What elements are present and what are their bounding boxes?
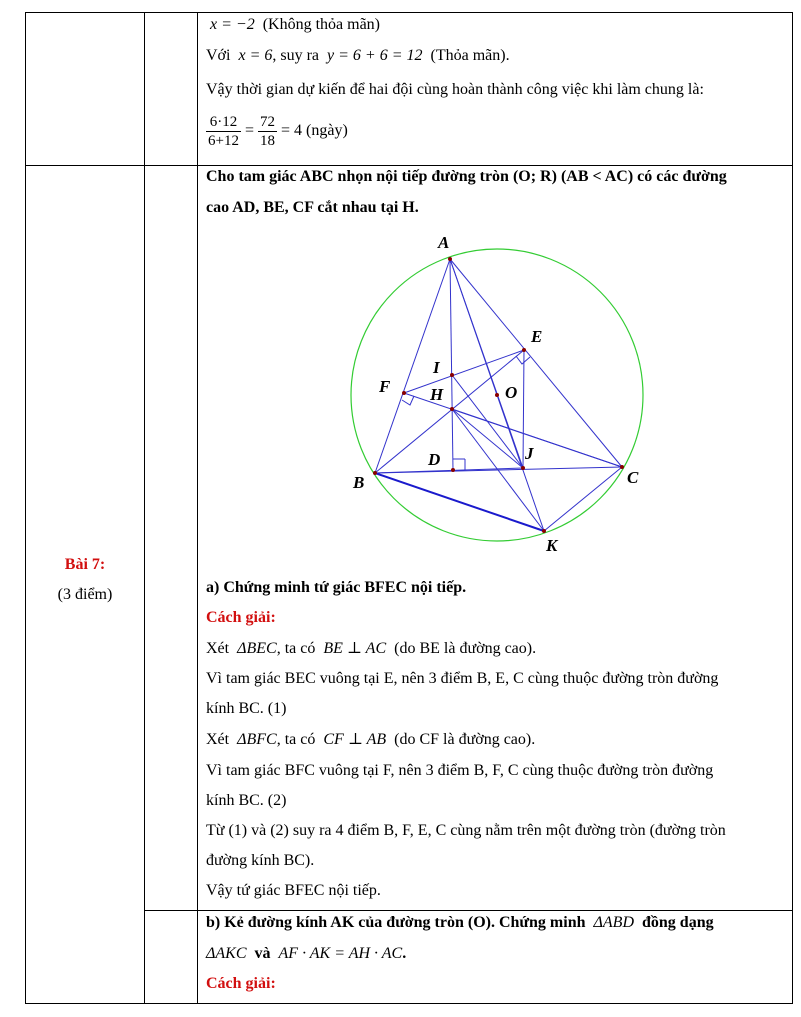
table-border-top: [25, 12, 793, 13]
part-a-title: a) Chứng minh tứ giác BFEC nội tiếp.: [206, 579, 467, 596]
fraction: $\frac{6\cdot 12}{6+12}$: [208, 113, 239, 149]
label-o: O: [505, 383, 518, 402]
point-k: [542, 529, 546, 533]
point-f: [402, 391, 406, 395]
table-border-right: [792, 12, 793, 1004]
label-h: H: [430, 385, 444, 404]
label-b: B: [353, 473, 365, 492]
problem-statement: Cho tam giác ABC nhọn nội tiếp đường tròn (O; R) (AB < AC) có các đường: [206, 168, 727, 185]
solution-line: Xét ΔBEC, ta có BE ⊥ AC (do BE là đường cao).: [206, 640, 537, 657]
point-c: [620, 465, 624, 469]
method-label: Cách giải:: [206, 975, 276, 992]
point-i: [450, 373, 454, 377]
table-divider-col1: [144, 12, 145, 1004]
geometry-figure: [340, 228, 660, 558]
label-k: K: [546, 536, 558, 555]
point-h: [450, 407, 454, 411]
point-d: [451, 468, 455, 472]
table-divider-col2: [197, 12, 198, 1004]
point-e: [522, 348, 526, 352]
point-o: [495, 393, 499, 397]
exercise-number: Bài 7:: [64, 556, 106, 573]
label-f: F: [379, 377, 391, 396]
text-line: Với x = 6, suy ra y = 6 + 6 = 12 (Thỏa mãn).: [206, 47, 510, 64]
problem-statement: cao AD, BE, CF cắt nhau tại H.: [206, 199, 419, 216]
solution-line: Từ (1) và (2) suy ra 4 điểm B, F, E, C cùng nằm trên một đường tròn (đường tròn: [206, 822, 726, 839]
solution-line: Vì tam giác BEC vuông tại E, nên 3 điểm B, E, C cùng thuộc đường tròn đường: [206, 670, 719, 687]
segment-hc: [452, 409, 622, 467]
method-label: Cách giải:: [206, 609, 276, 626]
segment-bj: [375, 468, 523, 473]
label-e: E: [531, 327, 543, 346]
solution-line: Vậy tứ giác BFEC nội tiếp.: [206, 882, 381, 899]
solution-line: Xét ΔBFC, ta có CF ⊥ AB (do CF là đường cao).: [206, 731, 536, 748]
point-a: [448, 257, 452, 261]
fraction: $\frac{72}{18}$: [260, 113, 275, 149]
table-border-left: [25, 12, 26, 1004]
solution-line: Vì tam giác BFC vuông tại F, nên 3 điểm B, F, C cùng thuộc đường tròn đường: [206, 762, 714, 779]
part-b-title: ΔAKC và AF · AK = AH · AC.: [206, 945, 407, 962]
segment-ac: [450, 259, 622, 467]
segment-bk: [375, 473, 544, 531]
text-line: Vậy thời gian dự kiến để hai đội cùng hoàn thành công việc khi làm chung là:: [206, 81, 704, 98]
text-line: x = −2 (Không thỏa mãn): [210, 16, 381, 33]
solution-line: kính BC. (2): [206, 792, 287, 809]
part-b-title: b) Kẻ đường kính AK của đường tròn (O). Chứng minh ΔABD đồng dạng: [206, 914, 714, 931]
exercise-points: (3 điểm): [57, 586, 113, 603]
table-row-divider: [25, 165, 793, 166]
label-d: D: [428, 450, 441, 469]
solution-line: kính BC. (1): [206, 700, 287, 717]
right-angle-e: [516, 356, 530, 364]
label-j: J: [525, 444, 534, 463]
fraction-result: $\frac{6\cdot 12}{6+12}$ = $\frac{72}{18}$ = 4 (ngày): [208, 113, 348, 149]
segment-kc: [544, 467, 622, 531]
label-i: I: [433, 358, 440, 377]
label-a: A: [438, 233, 450, 252]
table-border-bottom: [25, 1003, 793, 1004]
segment-ad: [450, 259, 453, 470]
solution-line: đường kính BC).: [206, 852, 315, 869]
label-c: C: [627, 468, 639, 487]
segment-be: [375, 350, 524, 473]
point-j: [521, 466, 525, 470]
segment-ej: [523, 350, 524, 468]
table-subrow-divider: [144, 910, 793, 911]
right-angle-f: [402, 396, 414, 405]
point-b: [373, 471, 377, 475]
segment-aj: [450, 259, 523, 468]
